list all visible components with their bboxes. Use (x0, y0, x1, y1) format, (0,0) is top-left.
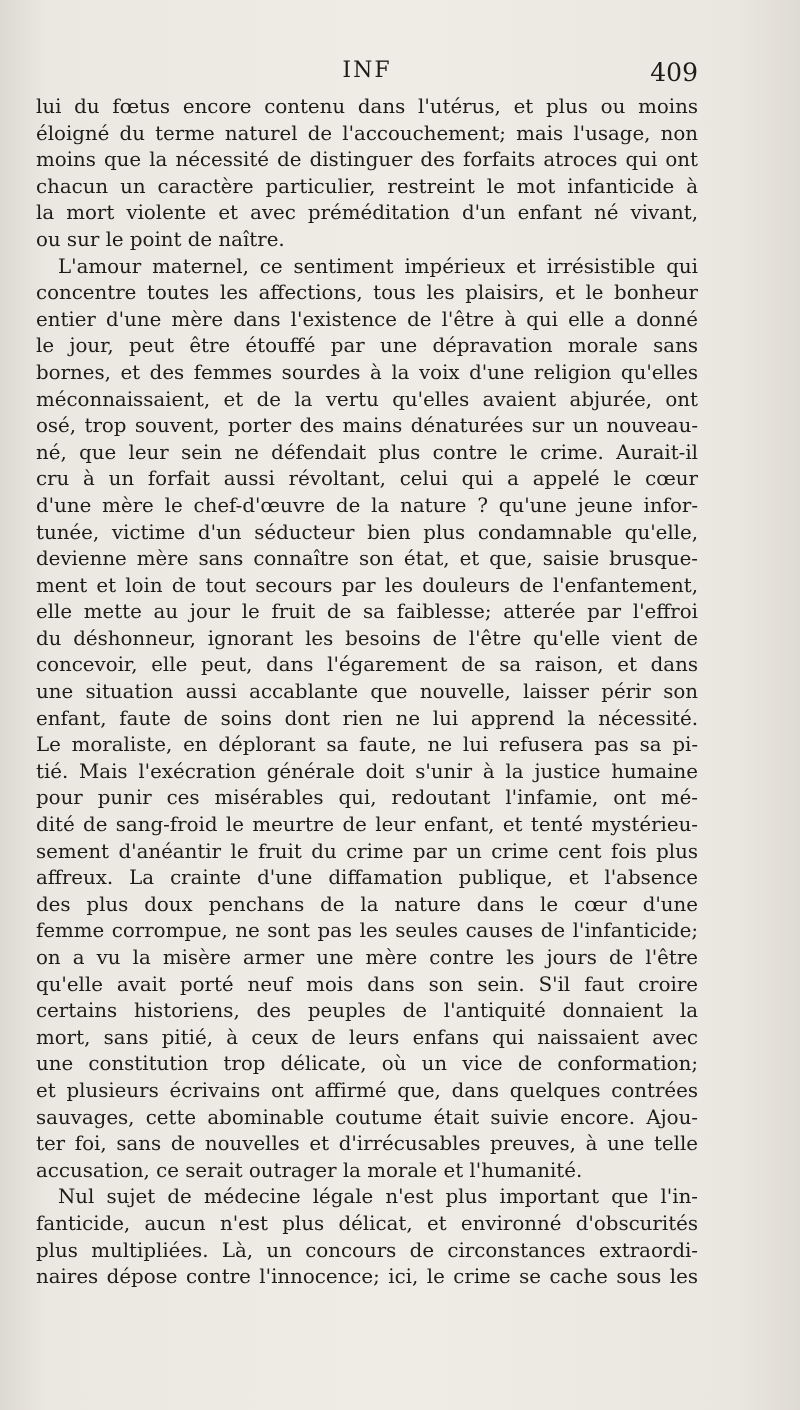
text-line: fanticide, aucun n'est plus délicat, et environné d'obscurités (36, 1211, 698, 1235)
text-line: concentre toutes les affections, tous les plaisirs, et le bonheur (36, 281, 698, 305)
text-line: Nul sujet de médecine légale n'est plus important que l'in- (58, 1185, 698, 1209)
text-line: méconnaissaient, et de la vertu qu'elles avaient abjurée, ont (36, 387, 698, 411)
text-line: affreux. La crainte d'une diffamation publique, et l'absence (36, 866, 698, 890)
text-line: tié. Mais l'exécration générale doit s'unir à la justice humaine (36, 759, 698, 783)
text-line: ter foi, sans de nouvelles et d'irrécusables preuves, à une telle (36, 1132, 698, 1156)
text-line: né, que leur sein ne défendait plus contre le crime. Aurait-il (36, 440, 698, 464)
text-line: ou sur le point de naître. (36, 227, 285, 251)
text-line: d'une mère le chef-d'œuvre de la nature ? qu'une jeune infor- (36, 493, 698, 517)
text-line: plus multipliées. Là, un concours de circonstances extraordi- (36, 1238, 698, 1262)
text-line: Le moraliste, en déplorant sa faute, ne lui refusera pas sa pi- (36, 733, 698, 757)
text-line: femme corrompue, ne sont pas les seules causes de l'infanticide; (36, 919, 698, 943)
text-line: moins que la nécessité de distinguer des forfaits atroces qui ont (36, 148, 698, 172)
text-line: chacun un caractère particulier, restreint le mot infanticide à (36, 174, 698, 198)
text-line: certains historiens, des peuples de l'antiquité donnaient la (36, 999, 698, 1023)
text-line: sauvages, cette abominable coutume était suivie encore. Ajou- (36, 1105, 698, 1129)
text-line: une situation aussi accablante que nouvelle, laisser périr son (36, 680, 698, 704)
running-head: INF (342, 58, 392, 83)
text-line: pour punir ces misérables qui, redoutant l'infamie, ont mé- (36, 786, 698, 810)
body-text (36, 94, 698, 1291)
text-line: tunée, victime d'un séducteur bien plus condamnable qu'elle, (36, 520, 698, 544)
page-number: 409 (650, 58, 698, 87)
text-line: et plusieurs écrivains ont affirmé que, dans quelques contrées (36, 1078, 698, 1102)
text-line: naires dépose contre l'innocence; ici, le crime se cache sous les (36, 1265, 698, 1289)
text-line: osé, trop souvent, porter des mains dénaturées sur un nouveau- (36, 414, 698, 438)
text-line: une constitution trop délicate, où un vice de conformation; (36, 1052, 698, 1076)
page-header (36, 58, 698, 92)
text-line: elle mette au jour le fruit de sa faiblesse; atterée par l'effroi (36, 600, 698, 624)
text-line: sement d'anéantir le fruit du crime par un crime cent fois plus (36, 839, 698, 863)
text-line: accusation, ce serait outrager la morale et l'humanité. (36, 1158, 583, 1182)
text-line: la mort violente et avec préméditation d'un enfant né vivant, (36, 201, 698, 225)
text-line: du déshonneur, ignorant les besoins de l'être qu'elle vient de (36, 626, 698, 650)
text-line: L'amour maternel, ce sentiment impérieux et irrésistible qui (58, 254, 698, 278)
text-line: ment et loin de tout secours par les douleurs de l'enfantement, (36, 573, 698, 597)
text-line: on a vu la misère armer une mère contre les jours de l'être (36, 946, 698, 969)
text-line: qu'elle avait porté neuf mois dans son sein. S'il faut croire (36, 972, 698, 996)
text-line: le jour, peut être étouffé par une dépravation morale sans (36, 334, 698, 358)
text-line: devienne mère sans connaître son état, et que, saisie brusque- (36, 547, 698, 571)
text-line: cru à un forfait aussi révoltant, celui qui a appelé le cœur (36, 467, 698, 491)
text-line: dité de sang-froid le meurtre de leur enfant, et tenté mystérieu- (36, 813, 698, 837)
text-line: enfant, faute de soins dont rien ne lui apprend la nécessité. (36, 706, 698, 730)
text-line: entier d'une mère dans l'existence de l'être à qui elle a donné (36, 307, 698, 331)
text-line: bornes, et des femmes sourdes à la voix d'une religion qu'elles (36, 360, 698, 384)
text-line: lui du fœtus encore contenu dans l'utérus, et plus ou moins (36, 95, 698, 118)
text-line: des plus doux penchans de la nature dans le cœur d'une (36, 892, 698, 916)
text-line: éloigné du terme naturel de l'accouchement; mais l'usage, non (36, 121, 698, 145)
text-line: concevoir, elle peut, dans l'égarement de sa raison, et dans (36, 653, 698, 677)
text-line: mort, sans pitié, à ceux de leurs enfans qui naissaient avec (36, 1025, 698, 1049)
